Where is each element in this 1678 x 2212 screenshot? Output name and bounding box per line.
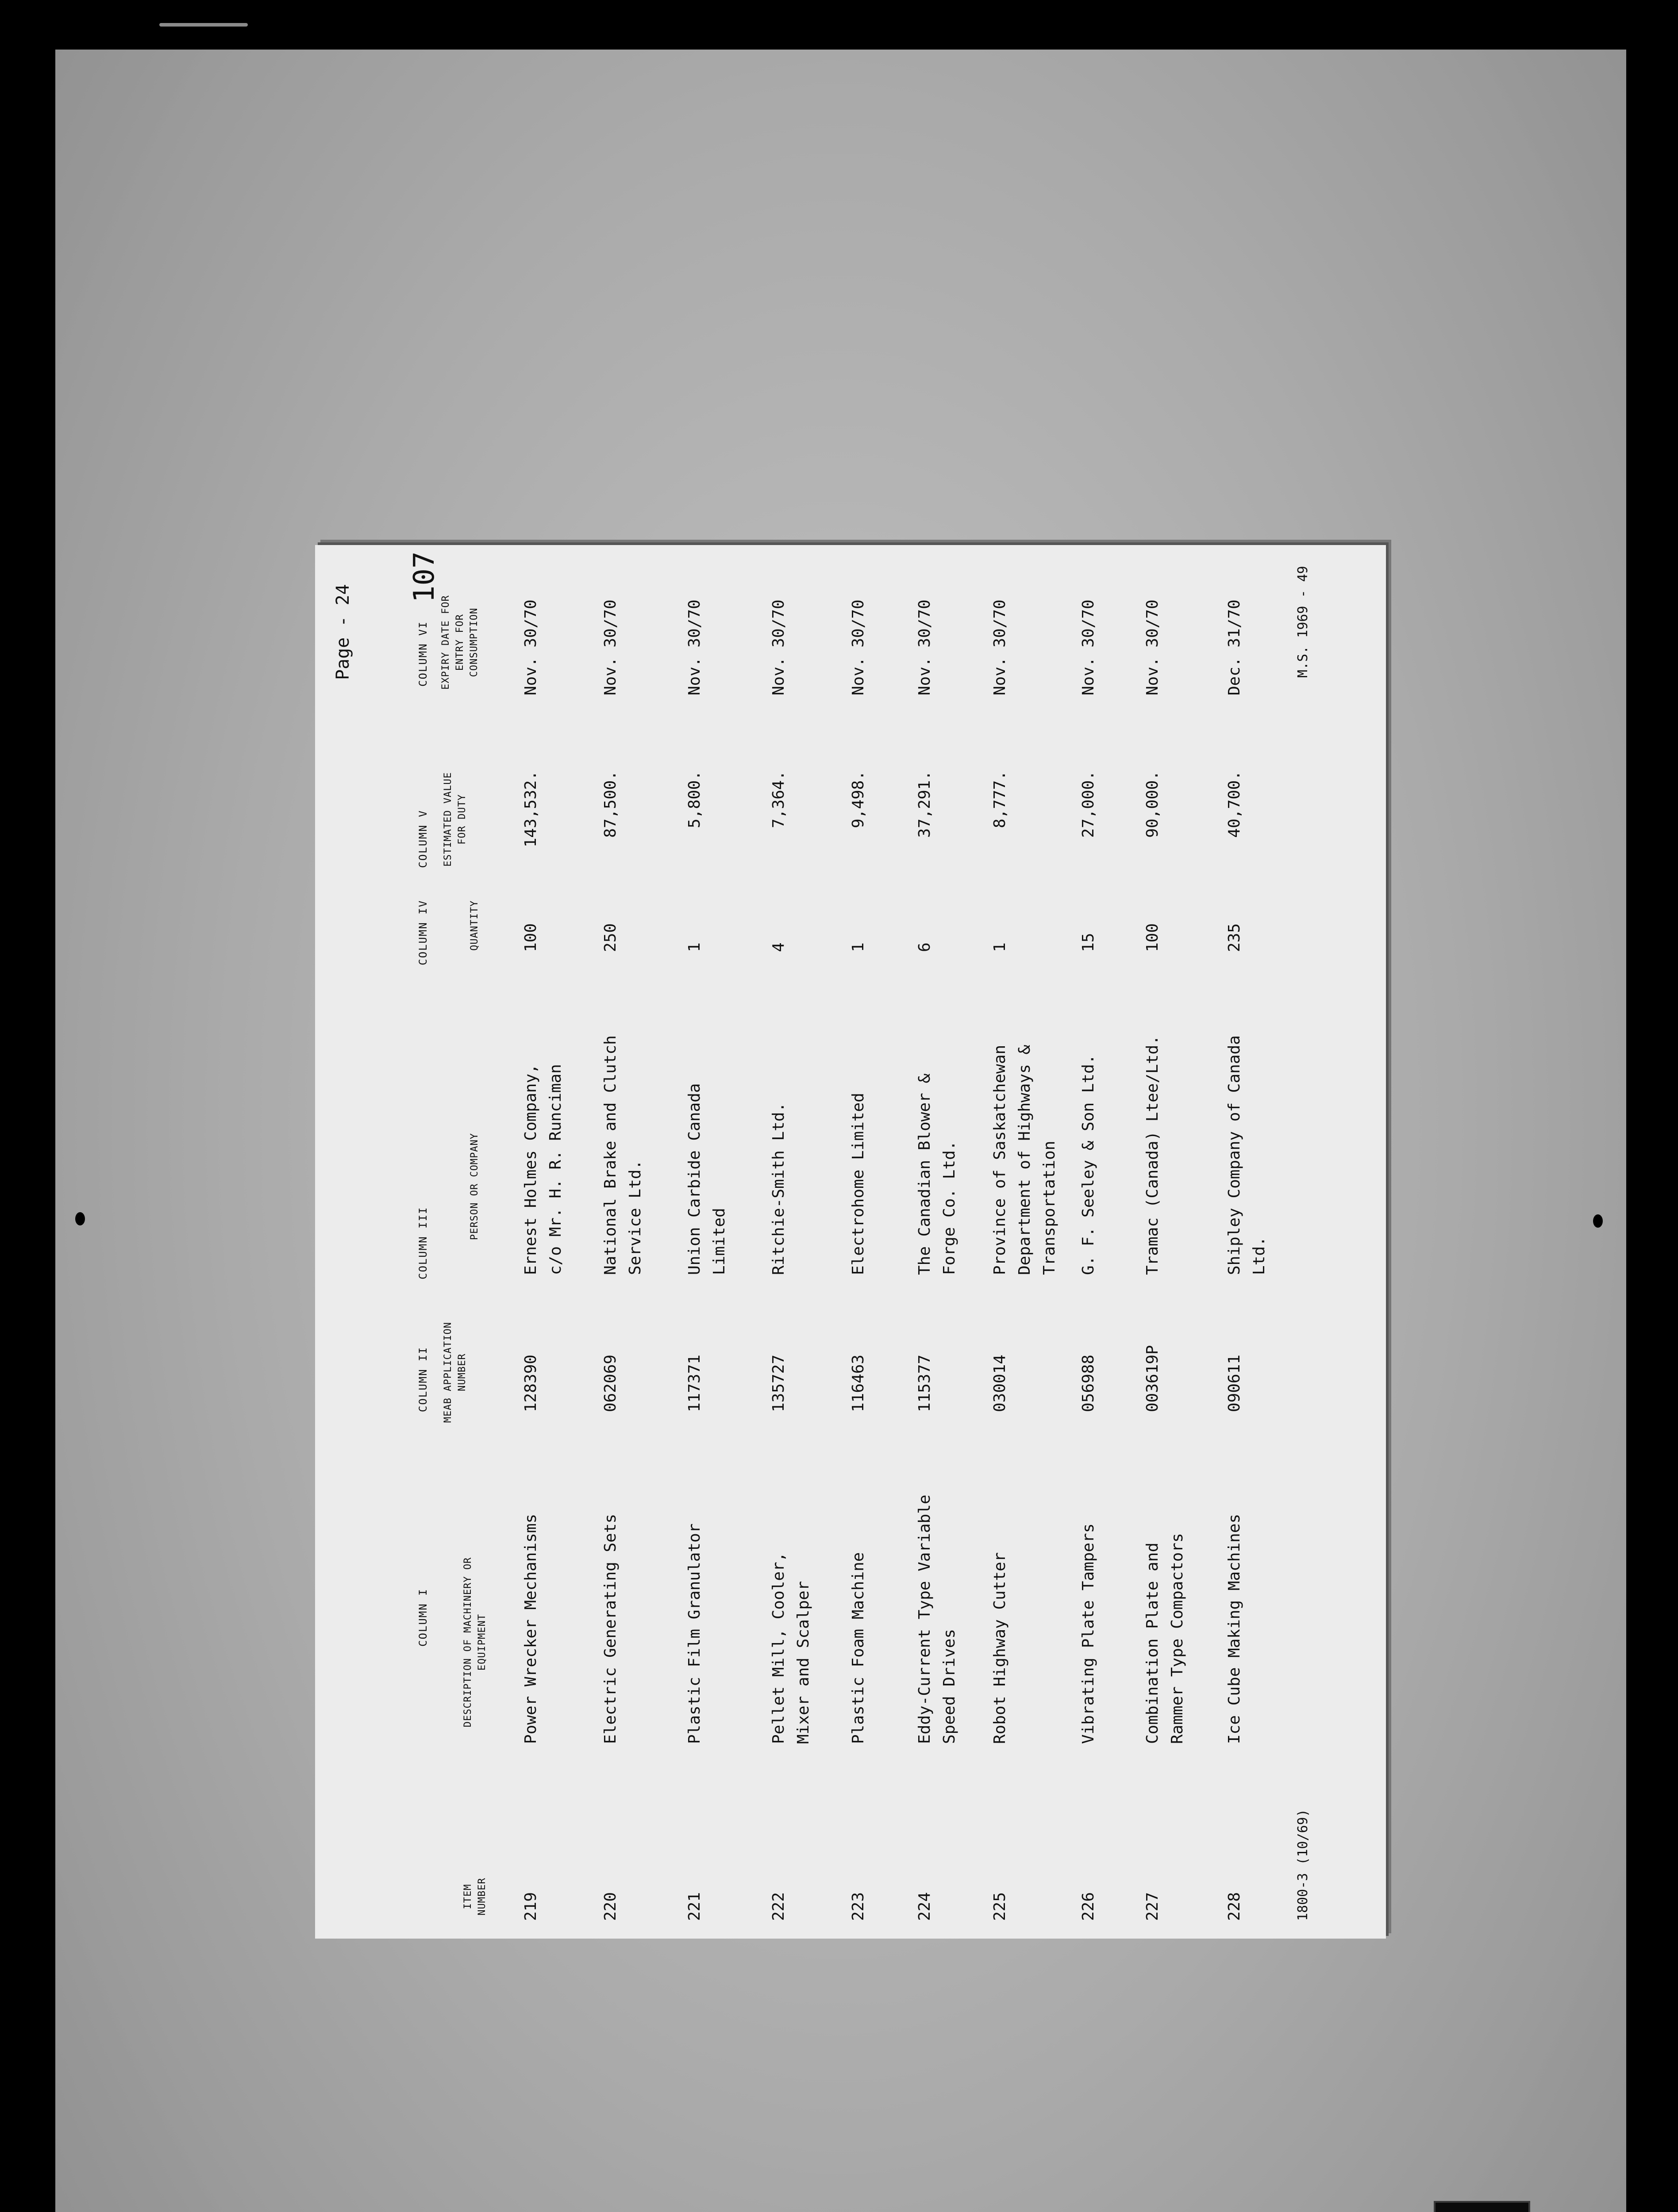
row-225-company: Province of Saskatchewan [991,1045,1009,1275]
item-number-header: ITEM NUMBER [462,1878,488,1916]
row-219-company: Ernest Holmes Company, [522,1064,540,1275]
row-227-application-number: 003619P [1143,1345,1162,1412]
rotated-document [315,545,1386,1939]
row-220-estimated-value: 87,500. [601,771,620,838]
row-222-item-number: 222 [770,1892,788,1921]
row-220-item-number: 220 [601,1892,620,1921]
row-225-expiry-date: Nov. 30/70 [991,599,1009,695]
row-224-description: Eddy-Current Type Variable [916,1494,934,1744]
row-228-company: Ltd. [1250,1237,1268,1275]
row-226-estimated-value: 27,000. [1079,771,1097,838]
row-226-item-number: 226 [1079,1892,1097,1921]
row-223-description: Plastic Foam Machine [849,1552,867,1744]
row-220-application-number: 062069 [601,1354,620,1412]
row-226-quantity: 15 [1079,933,1097,952]
row-228-estimated-value: 40,700. [1225,771,1243,838]
page-label: Page - 24 [333,584,353,680]
reference-number: M.S. 1969 - 49 [1295,566,1311,678]
row-224-application-number: 115377 [916,1354,934,1412]
row-225-application-number: 030014 [991,1354,1009,1412]
row-222-quantity: 4 [770,942,788,952]
row-222-description: Mixer and Scalper [794,1581,812,1744]
column-iv-label: COLUMN IV [417,899,429,965]
row-224-estimated-value: 37,291. [916,771,934,838]
row-221-company: Union Carbide Canada [685,1083,704,1275]
row-220-quantity: 250 [601,923,620,952]
row-225-company: Department of Highways & [1016,1045,1034,1275]
row-223-quantity: 1 [849,942,867,952]
row-228-company: Shipley Company of Canada [1225,1035,1243,1275]
row-227-description: Rammer Type Compactors [1168,1533,1186,1744]
column-iii-label: COLUMN III [417,1206,429,1279]
row-227-item-number: 227 [1143,1892,1162,1921]
row-222-application-number: 135727 [770,1354,788,1412]
row-221-estimated-value: 5,800. [685,771,704,829]
row-227-company: Tramac (Canada) Ltee/Ltd. [1143,1035,1162,1275]
row-219-application-number: 128390 [522,1354,540,1412]
column-v-label: COLUMN V [417,810,429,868]
column-vi-label: COLUMN VI [417,621,429,687]
row-228-item-number: 228 [1225,1892,1243,1921]
row-225-quantity: 1 [991,942,1009,952]
row-220-company: Service Ltd. [626,1160,644,1275]
row-220-description: Electric Generating Sets [601,1513,620,1744]
column-ii-label: COLUMN II [417,1346,429,1412]
row-222-expiry-date: Nov. 30/70 [770,599,788,695]
document-sheet [315,545,1386,1939]
row-219-item-number: 219 [522,1892,540,1921]
row-227-estimated-value: 90,000. [1143,771,1162,838]
row-224-quantity: 6 [916,942,934,952]
row-220-expiry-date: Nov. 30/70 [601,599,620,695]
row-223-estimated-value: 9,498. [849,771,867,829]
row-221-application-number: 117371 [685,1354,704,1412]
row-223-company: Electrohome Limited [849,1093,867,1275]
row-228-expiry-date: Dec. 31/70 [1225,599,1243,695]
row-224-expiry-date: Nov. 30/70 [916,599,934,695]
row-222-company: Ritchie-Smith Ltd. [770,1102,788,1275]
document-number: 107 [408,551,441,603]
row-226-description: Vibrating Plate Tampers [1079,1523,1097,1744]
form-id: 1800-3 (10/69) [1295,1809,1311,1921]
estimated-value-header: ESTIMATED VALUE FOR DUTY [443,772,468,867]
row-223-item-number: 223 [849,1892,867,1921]
row-224-company: Forge Co. Ltd. [940,1141,958,1275]
row-226-expiry-date: Nov. 30/70 [1079,599,1097,695]
description-header: DESCRIPTION OF MACHINERY OR EQUIPMENT [462,1557,488,1728]
black-marker-square [1434,2201,1530,2212]
row-226-company: G. F. Seeley & Son Ltd. [1079,1054,1097,1275]
row-223-application-number: 116463 [849,1354,867,1412]
row-222-description: Pellet Mill, Cooler, [770,1552,788,1744]
row-221-company: Limited [710,1208,728,1275]
quantity-header: QUANTITY [469,900,480,951]
row-225-description: Robot Highway Cutter [991,1552,1009,1744]
row-219-estimated-value: 143,532. [522,771,540,848]
person-company-header: PERSON OR COMPANY [469,1133,480,1240]
row-225-item-number: 225 [991,1892,1009,1921]
row-221-quantity: 1 [685,942,704,952]
row-222-estimated-value: 7,364. [770,771,788,829]
row-225-company: Transportation [1040,1141,1058,1275]
column-i-label: COLUMN I [417,1588,429,1647]
punch-hole-left [75,1212,85,1225]
scan-speck [159,23,248,27]
row-228-description: Ice Cube Making Machines [1225,1513,1243,1744]
row-224-item-number: 224 [916,1892,934,1921]
expiry-date-header: EXPIRY DATE FOR ENTRY FOR CONSUMPTION [440,595,480,690]
row-224-description: Speed Drives [940,1628,958,1744]
row-226-application-number: 056988 [1079,1354,1097,1412]
row-219-expiry-date: Nov. 30/70 [522,599,540,695]
application-number-header: MEAB APPLICATION NUMBER [443,1322,468,1423]
row-227-quantity: 100 [1143,923,1162,952]
row-220-company: National Brake and Clutch [601,1035,620,1275]
row-225-estimated-value: 8,777. [991,771,1009,829]
row-219-quantity: 100 [522,923,540,952]
row-219-company: c/o Mr. H. R. Runciman [547,1064,565,1275]
row-228-application-number: 090611 [1225,1354,1243,1412]
row-221-expiry-date: Nov. 30/70 [685,599,704,695]
row-228-quantity: 235 [1225,923,1243,952]
row-227-description: Combination Plate and [1143,1542,1162,1744]
row-223-expiry-date: Nov. 30/70 [849,599,867,695]
row-219-description: Power Wrecker Mechanisms [522,1513,540,1744]
row-224-company: The Canadian Blower & [916,1073,934,1275]
row-227-expiry-date: Nov. 30/70 [1143,599,1162,695]
punch-hole-right [1593,1214,1603,1228]
row-221-description: Plastic Film Granulator [685,1523,704,1744]
row-221-item-number: 221 [685,1892,704,1921]
